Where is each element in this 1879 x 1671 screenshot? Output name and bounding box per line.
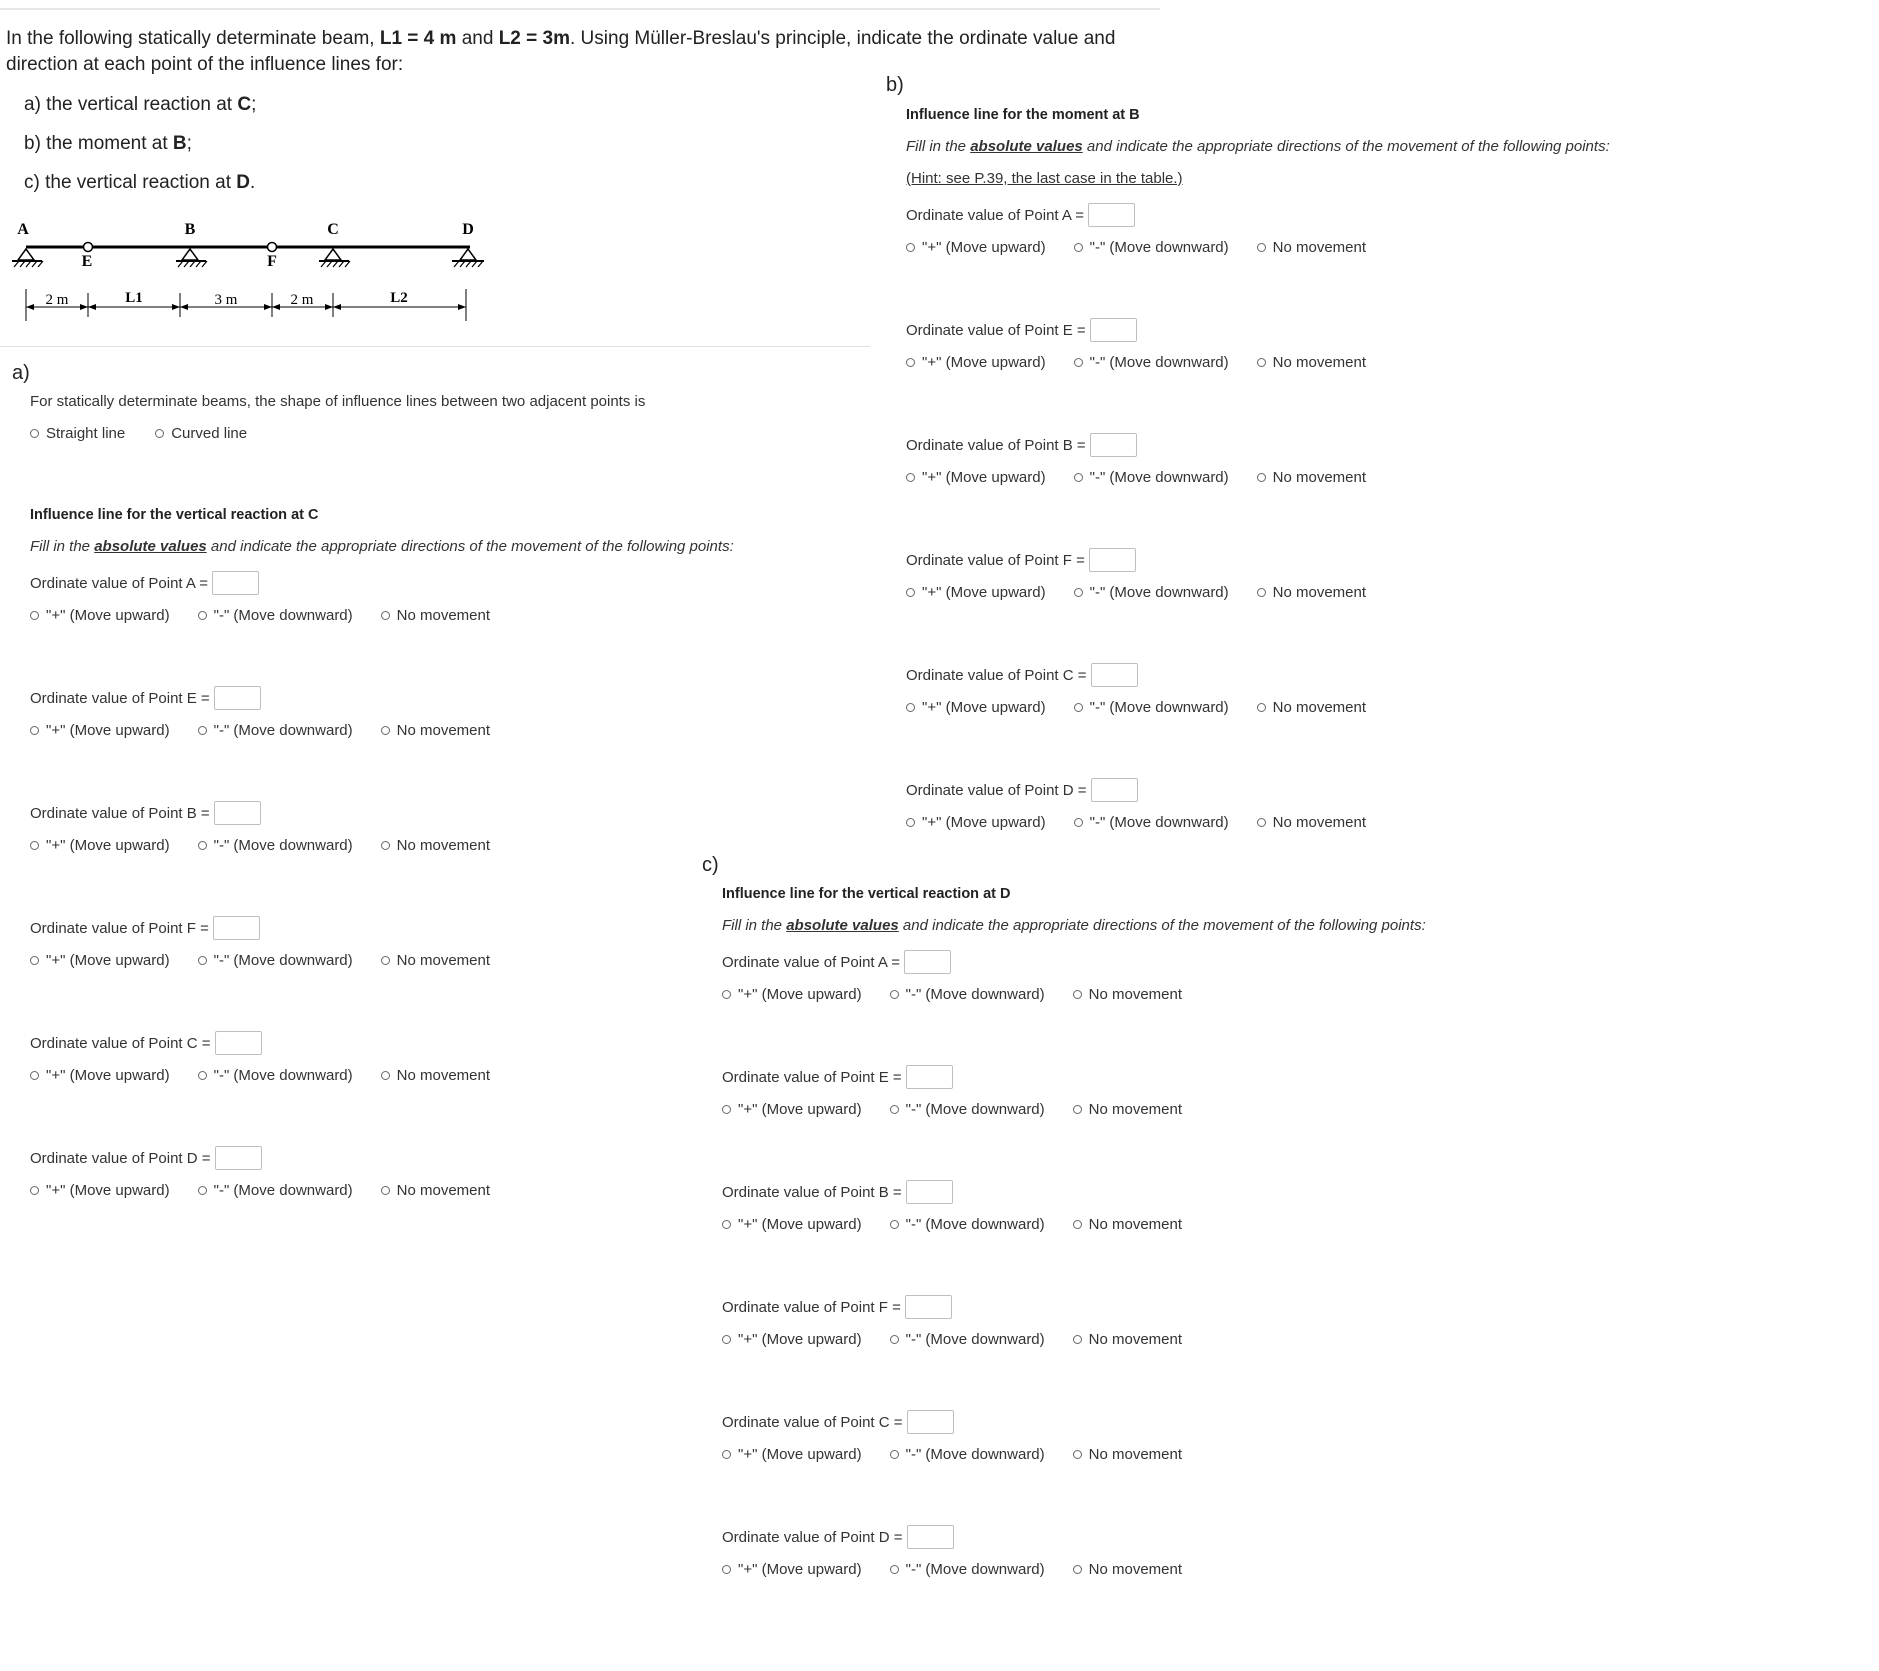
no-movement-option[interactable]: No movement [381,722,490,739]
radio-icon[interactable] [30,1186,39,1195]
radio-icon[interactable] [906,818,915,827]
ordinate-row [722,1408,1426,1436]
move-downward-option[interactable]: "-" (Move downward) [198,1067,353,1084]
radio-icon[interactable] [1257,818,1266,827]
move-upward-option[interactable]: "+" (Move upward) [722,986,862,1003]
move-upward-option[interactable]: "+" (Move upward) [906,699,1046,716]
section-b-label: b) [886,74,904,96]
radio-icon[interactable] [30,429,39,438]
ordinate-value-input[interactable] [905,1295,952,1319]
radio-icon[interactable] [381,1186,390,1195]
move-upward-option[interactable]: "+" (Move upward) [722,1101,862,1118]
ordinate-value-input[interactable] [1089,548,1136,572]
ordinate-point-item [30,799,734,914]
dim-label-5: L2 [390,290,408,306]
ordinate-point-item [906,661,1610,776]
hinge-label-e: E [81,253,93,270]
no-movement-option[interactable]: No movement [1257,239,1366,256]
move-downward-option[interactable]: "-" (Move downward) [1074,814,1229,831]
ordinate-point-item [906,316,1610,431]
radio-icon[interactable] [1074,588,1083,597]
ordinate-label: Ordinate value of Point F = [906,551,1085,569]
ordinate-point-item [906,546,1610,661]
support-c [319,249,350,267]
ordinate-point-item [30,1029,734,1144]
direction-options [722,1327,1426,1351]
dim-label-1: 2 m [45,292,69,308]
ordinate-row [906,776,1610,804]
move-downward-option[interactable]: "-" (Move downward) [1074,584,1229,601]
ordinate-point-item [30,914,734,1029]
radio-icon[interactable] [30,841,39,850]
ordinate-point-item [722,1178,1426,1293]
ordinate-label: Ordinate value of Point B = [906,436,1086,454]
section-title: Influence line for the vertical reaction at C [30,507,319,523]
point-label-c: C [327,221,339,238]
task-b: b) the moment at B; [24,133,192,154]
move-downward-option[interactable]: "-" (Move downward) [890,1101,1045,1118]
move-upward-option[interactable]: "+" (Move upward) [30,1067,170,1084]
direction-options [906,350,1610,374]
radio-icon[interactable] [1074,473,1083,482]
radio-icon[interactable] [1257,588,1266,597]
ordinate-label: Ordinate value of Point E = [30,689,210,707]
ordinate-value-input[interactable] [907,1410,954,1434]
direction-options [30,603,734,627]
instructions: Fill in the absolute values and indicate the appropriate directions of the movement of the following points: [722,917,1426,934]
move-downward-option[interactable]: "-" (Move downward) [198,837,353,854]
ordinate-label: Ordinate value of Point D = [30,1149,211,1167]
radio-icon[interactable] [722,990,731,999]
no-movement-option[interactable]: No movement [1073,1216,1182,1233]
no-movement-option[interactable]: No movement [1257,354,1366,371]
radio-icon[interactable] [1074,818,1083,827]
move-downward-option[interactable]: "-" (Move downward) [890,1561,1045,1578]
no-movement-option[interactable]: No movement [1257,469,1366,486]
ordinate-value-input[interactable] [907,1525,954,1549]
curved-line-option[interactable]: Curved line [155,425,247,442]
radio-icon[interactable] [890,1220,899,1229]
ordinate-row [722,1523,1426,1551]
move-upward-option[interactable]: "+" (Move upward) [722,1561,862,1578]
ordinate-row [30,569,734,597]
hinge-label-f: F [267,253,277,270]
instructions: Fill in the absolute values and indicate the appropriate directions of the movement of the following points: [906,138,1610,155]
section-title: Influence line for the vertical reaction at D [722,886,1011,902]
ordinate-point-item [30,569,734,684]
ordinate-point-item [722,1408,1426,1523]
ordinate-value-input[interactable] [1091,778,1138,802]
no-movement-option[interactable]: No movement [1073,1561,1182,1578]
section-c [722,884,1426,1638]
ordinate-point-item [30,1144,734,1259]
radio-icon[interactable] [906,588,915,597]
move-upward-option[interactable]: "+" (Move upward) [722,1446,862,1463]
direction-options [30,948,734,972]
radio-icon[interactable] [722,1335,731,1344]
ordinate-value-input[interactable] [213,916,260,940]
ordinate-point-item [906,201,1610,316]
radio-icon[interactable] [198,1071,207,1080]
no-movement-option[interactable]: No movement [1257,584,1366,601]
move-downward-option[interactable]: "-" (Move downward) [890,1446,1045,1463]
shape-question: For statically determinate beams, the shape of influence lines between two adjacent points is [30,393,646,410]
radio-icon[interactable] [722,1220,731,1229]
section-divider [0,346,870,347]
move-upward-option[interactable]: "+" (Move upward) [722,1216,862,1233]
radio-icon[interactable] [1074,358,1083,367]
move-downward-option[interactable]: "-" (Move downward) [890,1216,1045,1233]
support-a [12,249,43,267]
radio-icon[interactable] [906,243,915,252]
ordinate-label: Ordinate value of Point E = [906,321,1086,339]
ordinate-row [906,201,1610,229]
direction-options [906,580,1610,604]
dim-label-2: L1 [125,290,143,306]
ordinate-point-item [722,1063,1426,1178]
ordinate-value-input[interactable] [215,1031,262,1055]
direction-options [30,833,734,857]
shape-options [30,425,247,442]
ordinate-row [906,316,1610,344]
ordinate-value-input[interactable] [1091,663,1138,687]
point-label-a: A [17,221,29,238]
radio-icon[interactable] [381,956,390,965]
ordinate-label: Ordinate value of Point C = [906,666,1087,684]
section-b [906,105,1610,891]
points-list [722,948,1426,1638]
radio-icon[interactable] [381,726,390,735]
ordinate-row [906,661,1610,689]
direction-options [906,235,1610,259]
move-upward-option[interactable]: "+" (Move upward) [906,584,1046,601]
beam-diagram [0,215,500,325]
no-movement-option[interactable]: No movement [381,952,490,969]
move-upward-option[interactable]: "+" (Move upward) [906,354,1046,371]
ordinate-value-input[interactable] [1088,203,1135,227]
radio-icon[interactable] [906,703,915,712]
move-upward-option[interactable]: "+" (Move upward) [30,952,170,969]
radio-icon[interactable] [198,1186,207,1195]
move-upward-option[interactable]: "+" (Move upward) [906,239,1046,256]
ordinate-value-input[interactable] [906,1065,953,1089]
move-upward-option[interactable]: "+" (Move upward) [30,722,170,739]
no-movement-option[interactable]: No movement [381,607,490,624]
move-upward-option[interactable]: "+" (Move upward) [30,837,170,854]
support-d [452,249,484,267]
radio-icon[interactable] [1073,1220,1082,1229]
radio-icon[interactable] [155,429,164,438]
points-list [30,569,734,1259]
move-downward-option[interactable]: "-" (Move downward) [890,986,1045,1003]
ordinate-row [722,1178,1426,1206]
direction-options [906,810,1610,834]
radio-icon[interactable] [890,1565,899,1574]
ordinate-label: Ordinate value of Point B = [30,804,210,822]
radio-icon[interactable] [906,473,915,482]
move-downward-option[interactable]: "-" (Move downward) [890,1331,1045,1348]
radio-icon[interactable] [1073,1105,1082,1114]
section-title: Influence line for the moment at B [906,107,1140,123]
hinge-f [268,243,277,252]
section-c-label: c) [702,854,719,876]
move-downward-option[interactable]: "-" (Move downward) [1074,239,1229,256]
ordinate-row [30,1144,734,1172]
direction-options [722,1097,1426,1121]
direction-options [722,1212,1426,1236]
move-upward-option[interactable]: "+" (Move upward) [30,1182,170,1199]
direction-options [30,1063,734,1087]
radio-icon[interactable] [381,1071,390,1080]
move-downward-option[interactable]: "-" (Move downward) [198,722,353,739]
move-upward-option[interactable]: "+" (Move upward) [722,1331,862,1348]
radio-icon[interactable] [1257,243,1266,252]
direction-options [722,1557,1426,1581]
radio-icon[interactable] [1073,1565,1082,1574]
move-upward-option[interactable]: "+" (Move upward) [906,814,1046,831]
hinge-e [84,243,93,252]
radio-icon[interactable] [381,841,390,850]
move-downward-option[interactable]: "-" (Move downward) [1074,469,1229,486]
ordinate-value-input[interactable] [1090,318,1137,342]
no-movement-option[interactable]: No movement [381,1182,490,1199]
top-divider [0,8,1160,10]
ordinate-row [722,1063,1426,1091]
hint-link[interactable]: (Hint: see P.39, the last case in the table.) [906,170,1183,187]
ordinate-row [30,1029,734,1057]
radio-icon[interactable] [890,990,899,999]
radio-icon[interactable] [30,956,39,965]
problem-statement: In the following statically determinate beam, L1 = 4 m and L2 = 3m. Using Müller-Breslau's principle, indicate the ordinate value and direction at each point of the influence lines for: [6,28,1116,75]
ordinate-row [722,948,1426,976]
ordinate-value-input[interactable] [904,950,951,974]
radio-icon[interactable] [1073,1335,1082,1344]
ordinate-label: Ordinate value of Point A = [30,574,209,592]
direction-options [906,695,1610,719]
ordinate-label: Ordinate value of Point F = [30,919,209,937]
no-movement-option[interactable]: No movement [1073,1331,1182,1348]
ordinate-row [30,684,734,712]
radio-icon[interactable] [1257,473,1266,482]
section-a [30,505,734,1259]
ordinate-value-input[interactable] [212,571,259,595]
ordinate-value-input[interactable] [906,1180,953,1204]
ordinate-label: Ordinate value of Point C = [722,1413,903,1431]
task-c: c) the vertical reaction at D. [24,172,256,193]
no-movement-option[interactable]: No movement [381,1067,490,1084]
radio-icon[interactable] [30,611,39,620]
radio-icon[interactable] [1257,358,1266,367]
no-movement-option[interactable]: No movement [1257,814,1366,831]
support-b [176,249,207,267]
move-downward-option[interactable]: "-" (Move downward) [198,1182,353,1199]
ordinate-label: Ordinate value of Point E = [722,1068,902,1086]
ordinate-point-item [30,684,734,799]
ordinate-point-item [722,1293,1426,1408]
direction-options [722,982,1426,1006]
ordinate-label: Ordinate value of Point F = [722,1298,901,1316]
move-downward-option[interactable]: "-" (Move downward) [1074,354,1229,371]
ordinate-label: Ordinate value of Point A = [906,206,1085,224]
ordinate-row [722,1293,1426,1321]
radio-icon[interactable] [1257,703,1266,712]
radio-icon[interactable] [1073,990,1082,999]
ordinate-point-item [722,1523,1426,1638]
radio-icon[interactable] [722,1565,731,1574]
radio-icon[interactable] [381,611,390,620]
straight-line-option[interactable]: Straight line [30,425,125,442]
ordinate-label: Ordinate value of Point C = [30,1034,211,1052]
no-movement-option[interactable]: No movement [381,837,490,854]
move-upward-option[interactable]: "+" (Move upward) [906,469,1046,486]
point-label-b: B [184,221,196,238]
section-a-label: a) [12,362,30,384]
radio-icon[interactable] [198,841,207,850]
radio-icon[interactable] [890,1105,899,1114]
no-movement-option[interactable]: No movement [1073,986,1182,1003]
radio-icon[interactable] [30,1071,39,1080]
ordinate-point-item [906,431,1610,546]
move-downward-option[interactable]: "-" (Move downward) [1074,699,1229,716]
radio-icon[interactable] [198,956,207,965]
ordinate-label: Ordinate value of Point D = [906,781,1087,799]
ordinate-point-item [906,776,1610,891]
radio-icon[interactable] [722,1105,731,1114]
radio-icon[interactable] [1073,1450,1082,1459]
radio-icon[interactable] [198,726,207,735]
radio-icon[interactable] [1074,243,1083,252]
ordinate-row [30,799,734,827]
ordinate-row [30,914,734,942]
ordinate-label: Ordinate value of Point D = [722,1528,903,1546]
move-upward-option[interactable]: "+" (Move upward) [30,607,170,624]
direction-options [30,718,734,742]
points-list [906,201,1610,891]
radio-icon[interactable] [906,358,915,367]
radio-icon[interactable] [1074,703,1083,712]
no-movement-option[interactable]: No movement [1073,1446,1182,1463]
no-movement-option[interactable]: No movement [1073,1101,1182,1118]
ordinate-label: Ordinate value of Point A = [722,953,901,971]
radio-icon[interactable] [722,1450,731,1459]
radio-icon[interactable] [30,726,39,735]
ordinate-row [906,546,1610,574]
ordinate-value-input[interactable] [1090,433,1137,457]
direction-options [722,1442,1426,1466]
ordinate-value-input[interactable] [215,1146,262,1170]
move-downward-option[interactable]: "-" (Move downward) [198,607,353,624]
move-downward-option[interactable]: "-" (Move downward) [198,952,353,969]
ordinate-row [906,431,1610,459]
task-a: a) the vertical reaction at C; [24,94,257,115]
no-movement-option[interactable]: No movement [1257,699,1366,716]
dim-label-4: 2 m [290,292,314,308]
ordinate-point-item [722,948,1426,1063]
ordinate-value-input[interactable] [214,801,261,825]
instructions: Fill in the absolute values and indicate the appropriate directions of the movement of the following points: [30,538,734,555]
point-label-d: D [462,221,474,238]
direction-options [906,465,1610,489]
radio-icon[interactable] [890,1335,899,1344]
radio-icon[interactable] [198,611,207,620]
ordinate-label: Ordinate value of Point B = [722,1183,902,1201]
ordinate-value-input[interactable] [214,686,261,710]
direction-options [30,1178,734,1202]
radio-icon[interactable] [890,1450,899,1459]
dim-label-3: 3 m [214,292,238,308]
